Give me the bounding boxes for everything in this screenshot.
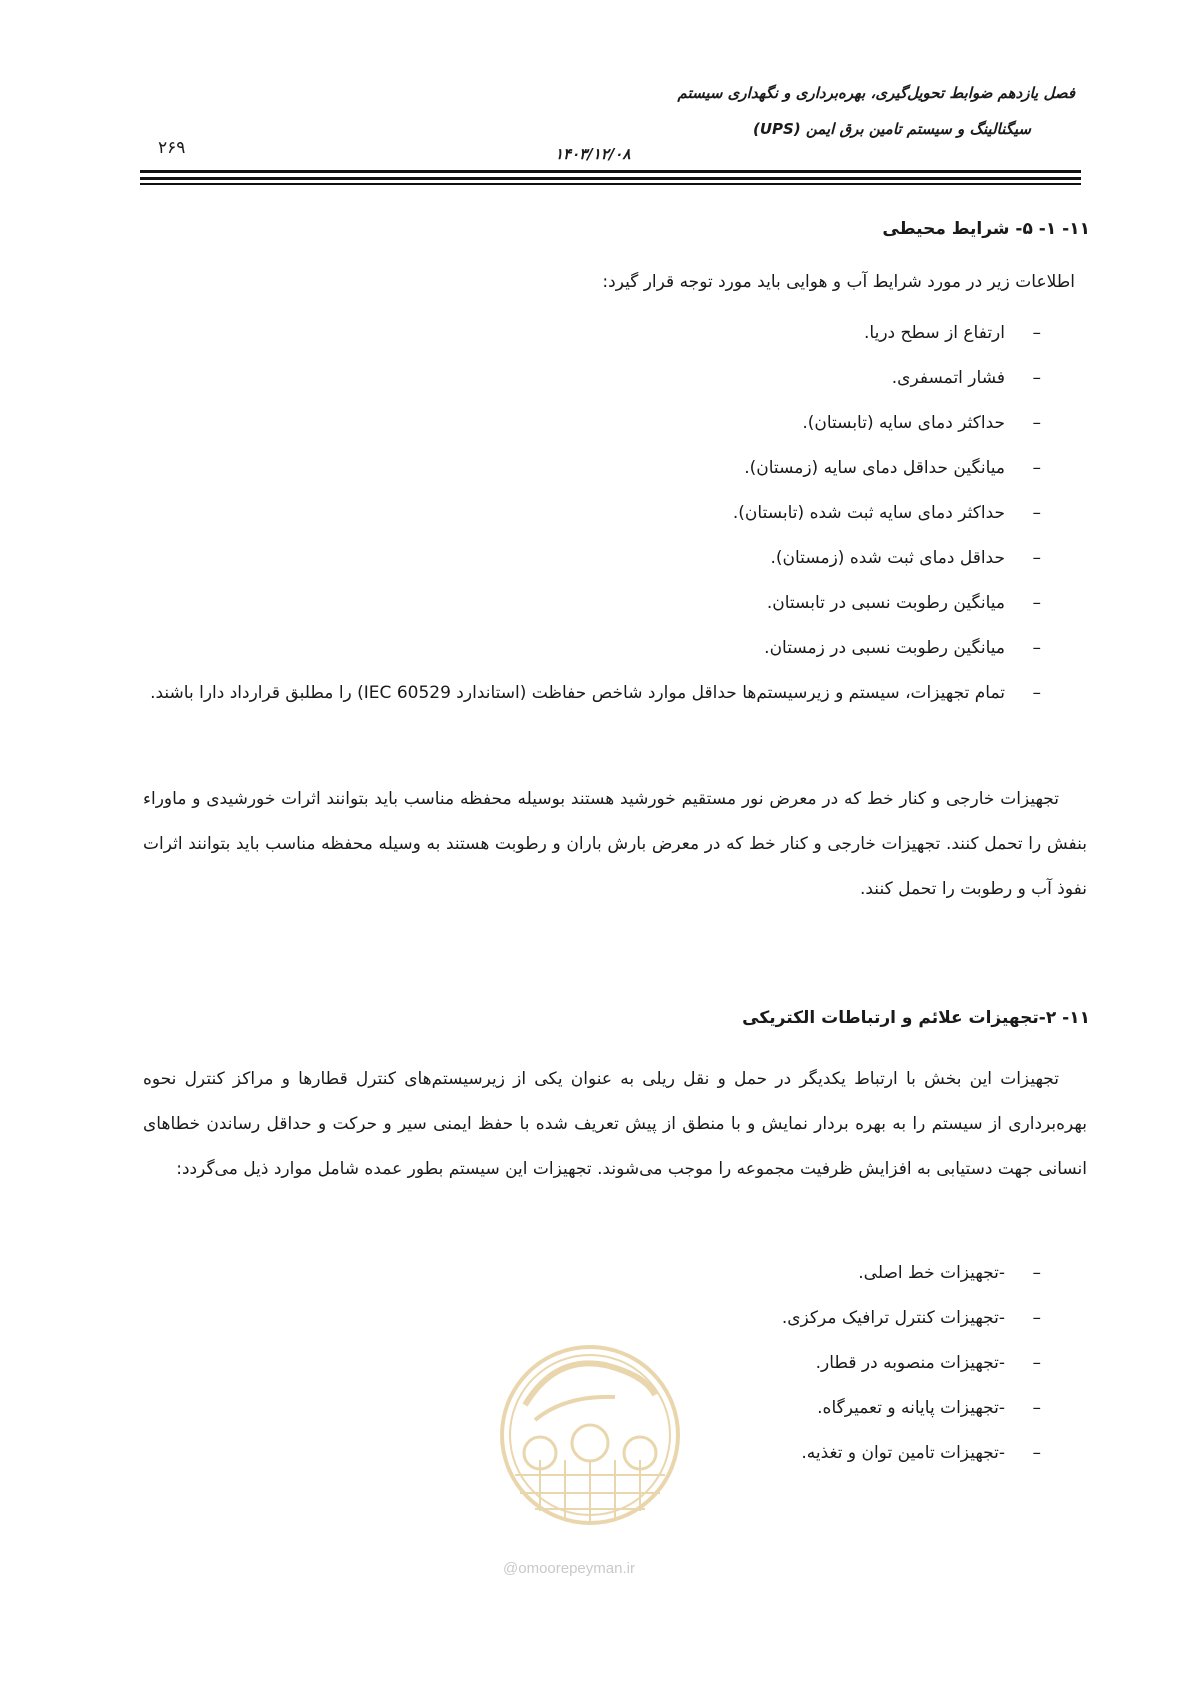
header-chapter-title: فصل یازدهم ضوابط تحویل‌گیری، بهره‌برداری و نگهداری سیستم — [677, 84, 1075, 102]
bullet-dash: – — [1032, 1263, 1041, 1283]
bullet-dash: – — [1032, 413, 1041, 433]
section-intro: اطلاعات زیر در مورد شرایط آب و هوایی باید مورد توجه قرار گیرد: — [602, 272, 1075, 292]
bullet-dash: – — [1032, 458, 1041, 478]
bullet-dash: – — [1032, 593, 1041, 613]
list-item: – -تجهیزات منصوبه در قطار. — [141, 1341, 1041, 1386]
bullet-dash: – — [1032, 368, 1041, 388]
environmental-conditions-list — [141, 311, 1041, 716]
list-item: – ارتفاع از سطح دریا. — [141, 311, 1041, 356]
section-heading-signalling-equipment: ۱۱- ۲-تجهیزات علائم و ارتباطات الکتریکی — [742, 1008, 1090, 1028]
bullet-dash: – — [1032, 323, 1041, 343]
header-divider — [140, 170, 1081, 173]
list-item: – حداکثر دمای سایه ثبت شده (تابستان). — [141, 491, 1041, 536]
section-heading-environmental-conditions: ۱۱- ۱- ۵- شرایط محیطی — [882, 219, 1090, 239]
list-item: – حداکثر دمای سایه (تابستان). — [141, 401, 1041, 446]
list-item: – فشار اتمسفری. — [141, 356, 1041, 401]
bullet-dash: – — [1032, 638, 1041, 658]
bullet-dash: – — [1032, 1443, 1041, 1463]
list-item: – تمام تجهیزات، سیستم و زیرسیستم‌ها حداقل موارد شاخص حفاظت (استاندارد IEC 60529) را مطلبق قرارداد دارا باشند. — [141, 671, 1041, 716]
bullet-dash: – — [1032, 1308, 1041, 1328]
header-subtitle: سیگنالینگ و سیستم تامین برق ایمن (UPS) — [752, 120, 1031, 138]
bullet-dash: – — [1032, 503, 1041, 523]
bullet-dash: – — [1032, 1353, 1041, 1373]
page-number: ۲۶۹ — [158, 138, 186, 158]
bullet-dash: – — [1032, 548, 1041, 568]
list-item: – میانگین حداقل دمای سایه (زمستان). — [141, 446, 1041, 491]
header-divider — [140, 183, 1081, 185]
header-date: ۱۴۰۳/۱۲/۰۸ — [555, 145, 631, 163]
watermark-url: @omoorepeyman.ir — [503, 1560, 635, 1577]
list-item: – -تجهیزات تامین توان و تغذیه. — [141, 1431, 1041, 1476]
bullet-dash: – — [1032, 683, 1041, 703]
list-item: – -تجهیزات خط اصلی. — [141, 1251, 1041, 1296]
body-paragraph: تجهیزات خارجی و کنار خط که در معرض نور مستقیم خورشید هستند بوسیله محفظه مناسب باید بتوانند اثرات خورشیدی و ماوراء بنفش را تحمل کنند. تجهیزات خارجی و کنار خط که در معرض بارش باران و رطوبت هستند به وسیله محفظه مناسب باید بتوانند اثرات نفوذ آب و رطوبت را تحمل کنند. — [143, 789, 1087, 899]
header-divider — [140, 177, 1081, 180]
watermark-logo-icon — [495, 1335, 685, 1535]
body-paragraph: تجهیزات این بخش با ارتباط یکدیگر در حمل و نقل ریلی به عنوان یکی از زیرسیستم‌های کنترل قطارها و مراکز کنترل نحوه بهره‌برداری از سیستم را به بهره بردار نمایش و با منطق از پیش تعریف شده با حفظ ایمنی سیر و حرکت و حداقل رساندن خطاهای انسانی جهت دستیابی به افزایش ظرفیت مجموعه را موجب می‌شوند. تجهیزات این سیستم بطور عمده شامل موارد ذیل می‌گردد: — [143, 1069, 1087, 1179]
bullet-dash: – — [1032, 1398, 1041, 1418]
list-item: – میانگین رطوبت نسبی در زمستان. — [141, 626, 1041, 671]
list-item: – -تجهیزات کنترل ترافیک مرکزی. — [141, 1296, 1041, 1341]
list-item: – -تجهیزات پایانه و تعمیرگاه. — [141, 1386, 1041, 1431]
list-item: – حداقل دمای ثبت شده (زمستان). — [141, 536, 1041, 581]
list-item: – میانگین رطوبت نسبی در تابستان. — [141, 581, 1041, 626]
